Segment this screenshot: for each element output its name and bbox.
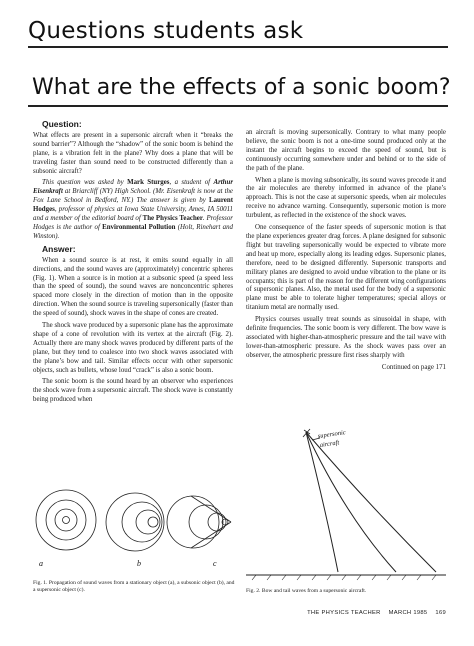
credit-text-4: , professor of physics at Iowa State University, Ames, IA 50011 and a member of the editorial board of [33,206,233,223]
right-column [246,129,446,376]
answerer-name: Laurent Hodges [33,197,233,214]
stationary-source-waves [36,490,96,550]
figure-1-wave-diagram [33,470,236,576]
continued-note: Continued on page 171 [381,363,446,371]
shock-wave-curves [306,432,436,572]
right-paragraph-2: When a plane is moving subsonically, its sound waves precede it and the air molecules are thereby informed in advance of the plane’s approach. This is not the case at supersonic speeds, when air molecules receive no advance warning. Consequently, supersonic motion is more turbulent, as reflected in the existence of the shock waves. [246,176,446,220]
credit-text-2: , a student of [169,179,214,187]
question-text: What effects are present in a supersonic aircraft when it “breaks the sound barrier”? Although the “shadow” of the sonic boom is behind the plane, is a vibration felt in the plane? Why does a plane that will be traveling faster than sound need to be constructed differently than a subsonic aircraft? [33,131,233,175]
figure-2-shock-wave-diagram [246,412,446,582]
page-footer [246,610,446,616]
right-paragraph-1: an aircraft is moving supersonically. Contrary to what many people believe, the sonic boom is not a one-time sound produced only at the instant the aircraft begins to exceed the speed of sound, but is continuously occurring somewhere under and behind or to the side of the path of the plane. [246,129,446,172]
right-paragraph-4: Physics courses usually treat sounds as sinusoidal in shape, with definite frequencies. The sonic boom is very different. The bow wave is associated with higher-than-atmospheric pressure and the tail wave with lower-than-atmospheric pressure. As the shock waves pass over an observer, the atmospheric pressure first rises sharply with [246,316,446,359]
header-rule [28,46,448,48]
answer-paragraph-2: The shock wave produced by a supersonic plane has the approximate shape of a cone of revolution with its vertex at the aircraft (Fig. 2). Actually there are many shock waves produced by different parts of the plane, but they tend to coalesce into two shock waves associated with the plane’s bow and tail. Similar effects occur with other supersonic objects, such as bullets, whose loud “crack” is also a sonic boom. [33,322,233,374]
ground-hatching [252,575,436,580]
supersonic-source-waves [167,496,231,548]
credit-text-1: This question was asked by [42,179,128,187]
credit-text-6: (Holt, Rinehart and Winston). [33,223,233,240]
title-rule [28,105,448,107]
credit-text-5: . Professor Hodges is the author of [33,215,233,231]
question-heading: Question: [42,119,82,129]
journal-name: The Physics Teacher [142,215,203,223]
section-header [28,18,448,44]
subsonic-source-waves [106,493,164,551]
right-paragraph-3: One consequence of the faster speeds of supersonic motion is that the plane experiences greater drag forces. A plane designed for subsonic flight but traveling supersonically would be expected to vibrate more and heat up more, especially along its leading edges. Supersonic planes, therefore, need to be designed differently. Supersonic transports and military planes are designed to avoid undue vibration to the plane or its occupants; this is part of the reason for the different wing configurations of supersonic planes. Also, the metal used for the body of a supersonic plane must be able to tolerate higher temperatures; special alloys or titanium metal are normally used. [246,224,446,312]
book-title: Environmental Pollution [102,223,176,231]
page-number: 169 [435,610,446,616]
figure-2-caption: Fig. 2. Bow and tail waves from a supersonic aircraft. [246,588,367,594]
asker-name: Mark Sturges [127,179,170,187]
footer-journal: THE PHYSICS TEACHER [307,610,381,616]
fig1-label-c: c [213,559,217,568]
fig1-label-b: b [137,559,141,568]
answer-paragraph-1: When a sound source is at rest, it emits sound equally in all directions, and the sound waves are (approximately) concentric spheres (Fig. 1). When a source is in motion at a subsonic speed (a speed less than the speed of sound), the sound waves are nonconcentric spheres spaced more closely in the direction of motion than in the opposite direction. When the sound source is traveling supersonically (faster than the speed of sound), shock waves in the shape of cones are created. [33,256,233,318]
fig1-label-a: a [39,559,43,568]
figure-1-caption: Fig. 1. Propagation of sound waves from a stationary object (a), a subsonic object (b), and a supersonic object (c). [33,580,235,593]
answer-heading: Answer: [42,243,76,254]
left-column [33,120,233,408]
fig2-label-line-1: supersonic [317,429,347,440]
article-title: What are the effects of a sonic boom? [32,75,451,100]
credit-text-3: at Briarcliff (NY) High School. (Mr. Eisenkraft is now at the Fox Lane School in Bedford, NY.) The answer is given by [33,188,233,205]
answer-paragraph-3: The sonic boom is the sound heard by an observer who experiences the shock wave from a supersonic aircraft. The shock wave is constantly being produced when [33,378,233,404]
footer-date: MARCH 1985 [388,610,428,616]
teacher-name: Arthur Eisenkraft [33,179,234,196]
fig2-label-line-2: aircraft [319,439,340,449]
credit-paragraph [33,179,233,241]
section-title: Questions students ask [28,18,304,44]
